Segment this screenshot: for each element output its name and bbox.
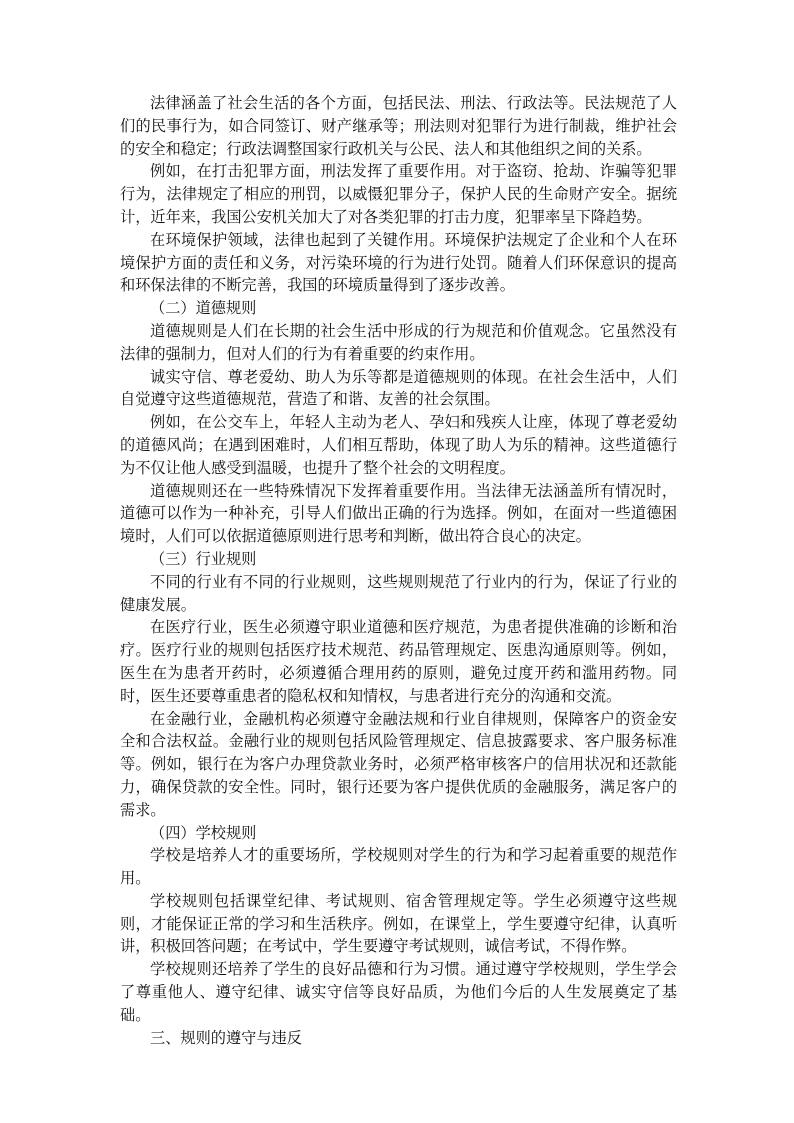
paragraph: 道德规则还在一些特殊情况下发挥着重要作用。当法律无法涵盖所有情况时，道德可以作为一种补充，引导人们做出正确的行为选择。例如，在面对一些道德困境时，人们可以依据道德原则进行思考和判断，做出符合良心的决定。 (120, 481, 677, 546)
paragraph: 学校规则还培养了学生的良好品德和行为习惯。通过遵守学校规则，学生学会了尊重他人、遵守纪律、诚实守信等良好品质，为他们今后的人生发展奠定了基础。 (120, 960, 677, 1024)
paragraph: 不同的行业有不同的行业规则，这些规则规范了行业内的行为，保证了行业的健康发展。 (120, 572, 677, 614)
section-heading: （二）道德规则 (150, 299, 257, 318)
section-heading: （四）学校规则 (150, 823, 257, 842)
section-heading: 三、规则的遵守与违反 (150, 1028, 302, 1047)
paragraph: 例如，在打击犯罪方面，刑法发挥了重要作用。对于盗窃、抢劫、诈骗等犯罪行为，法律规定了相应的刑罚，以威慑犯罪分子，保护人民的生命财产安全。据统计，近年来，我国公安机关加大了对各类犯罪的打击力度，犯罪率呈下降趋势。 (120, 162, 677, 226)
document-page (120, 92, 677, 1049)
paragraph: 学校是培养人才的重要场所，学校规则对学生的行为和学习起着重要的规范作用。 (120, 846, 677, 888)
paragraph: 例如，在公交车上，年轻人主动为老人、孕妇和残疾人让座，体现了尊老爱幼的道德风尚；在遇到困难时，人们相互帮助，体现了助人为乐的精神。这些道德行为不仅让他人感受到温暖，也提升了整个社会的文明程度。 (120, 413, 677, 477)
paragraph: 在金融行业，金融机构必须遵守金融法规和行业自律规则，保障客户的资金安全和合法权益。金融行业的规则包括风险管理规定、信息披露要求、客户服务标准等。例如，银行在为客户办理贷款业务时，必须严格审核客户的信用状况和还款能力，确保贷款的安全性。同时，银行还要为客户提供优质的金融服务，满足客户的需求。 (120, 709, 677, 819)
paragraph: 道德规则是人们在长期的社会生活中形成的行为规范和价值观念。它虽然没有法律的强制力，但对人们的行为有着重要的约束作用。 (120, 321, 677, 363)
paragraph: 法律涵盖了社会生活的各个方面，包括民法、刑法、行政法等。民法规范了人们的民事行为，如合同签订、财产继承等；刑法则对犯罪行为进行制裁，维护社会的安全和稳定；行政法调整国家行政机关与公民、法人和其他组织之间的关系。 (120, 94, 677, 158)
paragraph: 诚实守信、尊老爱幼、助人为乐等都是道德规则的体现。在社会生活中，人们自觉遵守这些道德规范，营造了和谐、友善的社会氛围。 (120, 367, 677, 409)
section-heading: （三）行业规则 (150, 549, 257, 568)
paragraph: 在环境保护领域，法律也起到了关键作用。环境保护法规定了企业和个人在环境保护方面的责任和义务，对污染环境的行为进行处罚。随着人们环保意识的提高和环保法律的不断完善，我国的环境质量得到了逐步改善。 (120, 230, 677, 295)
paragraph: 学校规则包括课堂纪律、考试规则、宿舍管理规定等。学生必须遵守这些规则，才能保证正常的学习和生活秩序。例如，在课堂上，学生要遵守纪律，认真听讲，积极回答问题；在考试中，学生要遵守考试规则，诚信考试，不得作弊。 (120, 891, 677, 956)
paragraph: 在医疗行业，医生必须遵守职业道德和医疗规范，为患者提供准确的诊断和治疗。医疗行业的规则包括医疗技术规范、药品管理规定、医患沟通原则等。例如，医生在为患者开药时，必须遵循合理用药的原则，避免过度开药和滥用药物。同时，医生还要尊重患者的隐私权和知情权，与患者进行充分的沟通和交流。 (120, 618, 677, 705)
